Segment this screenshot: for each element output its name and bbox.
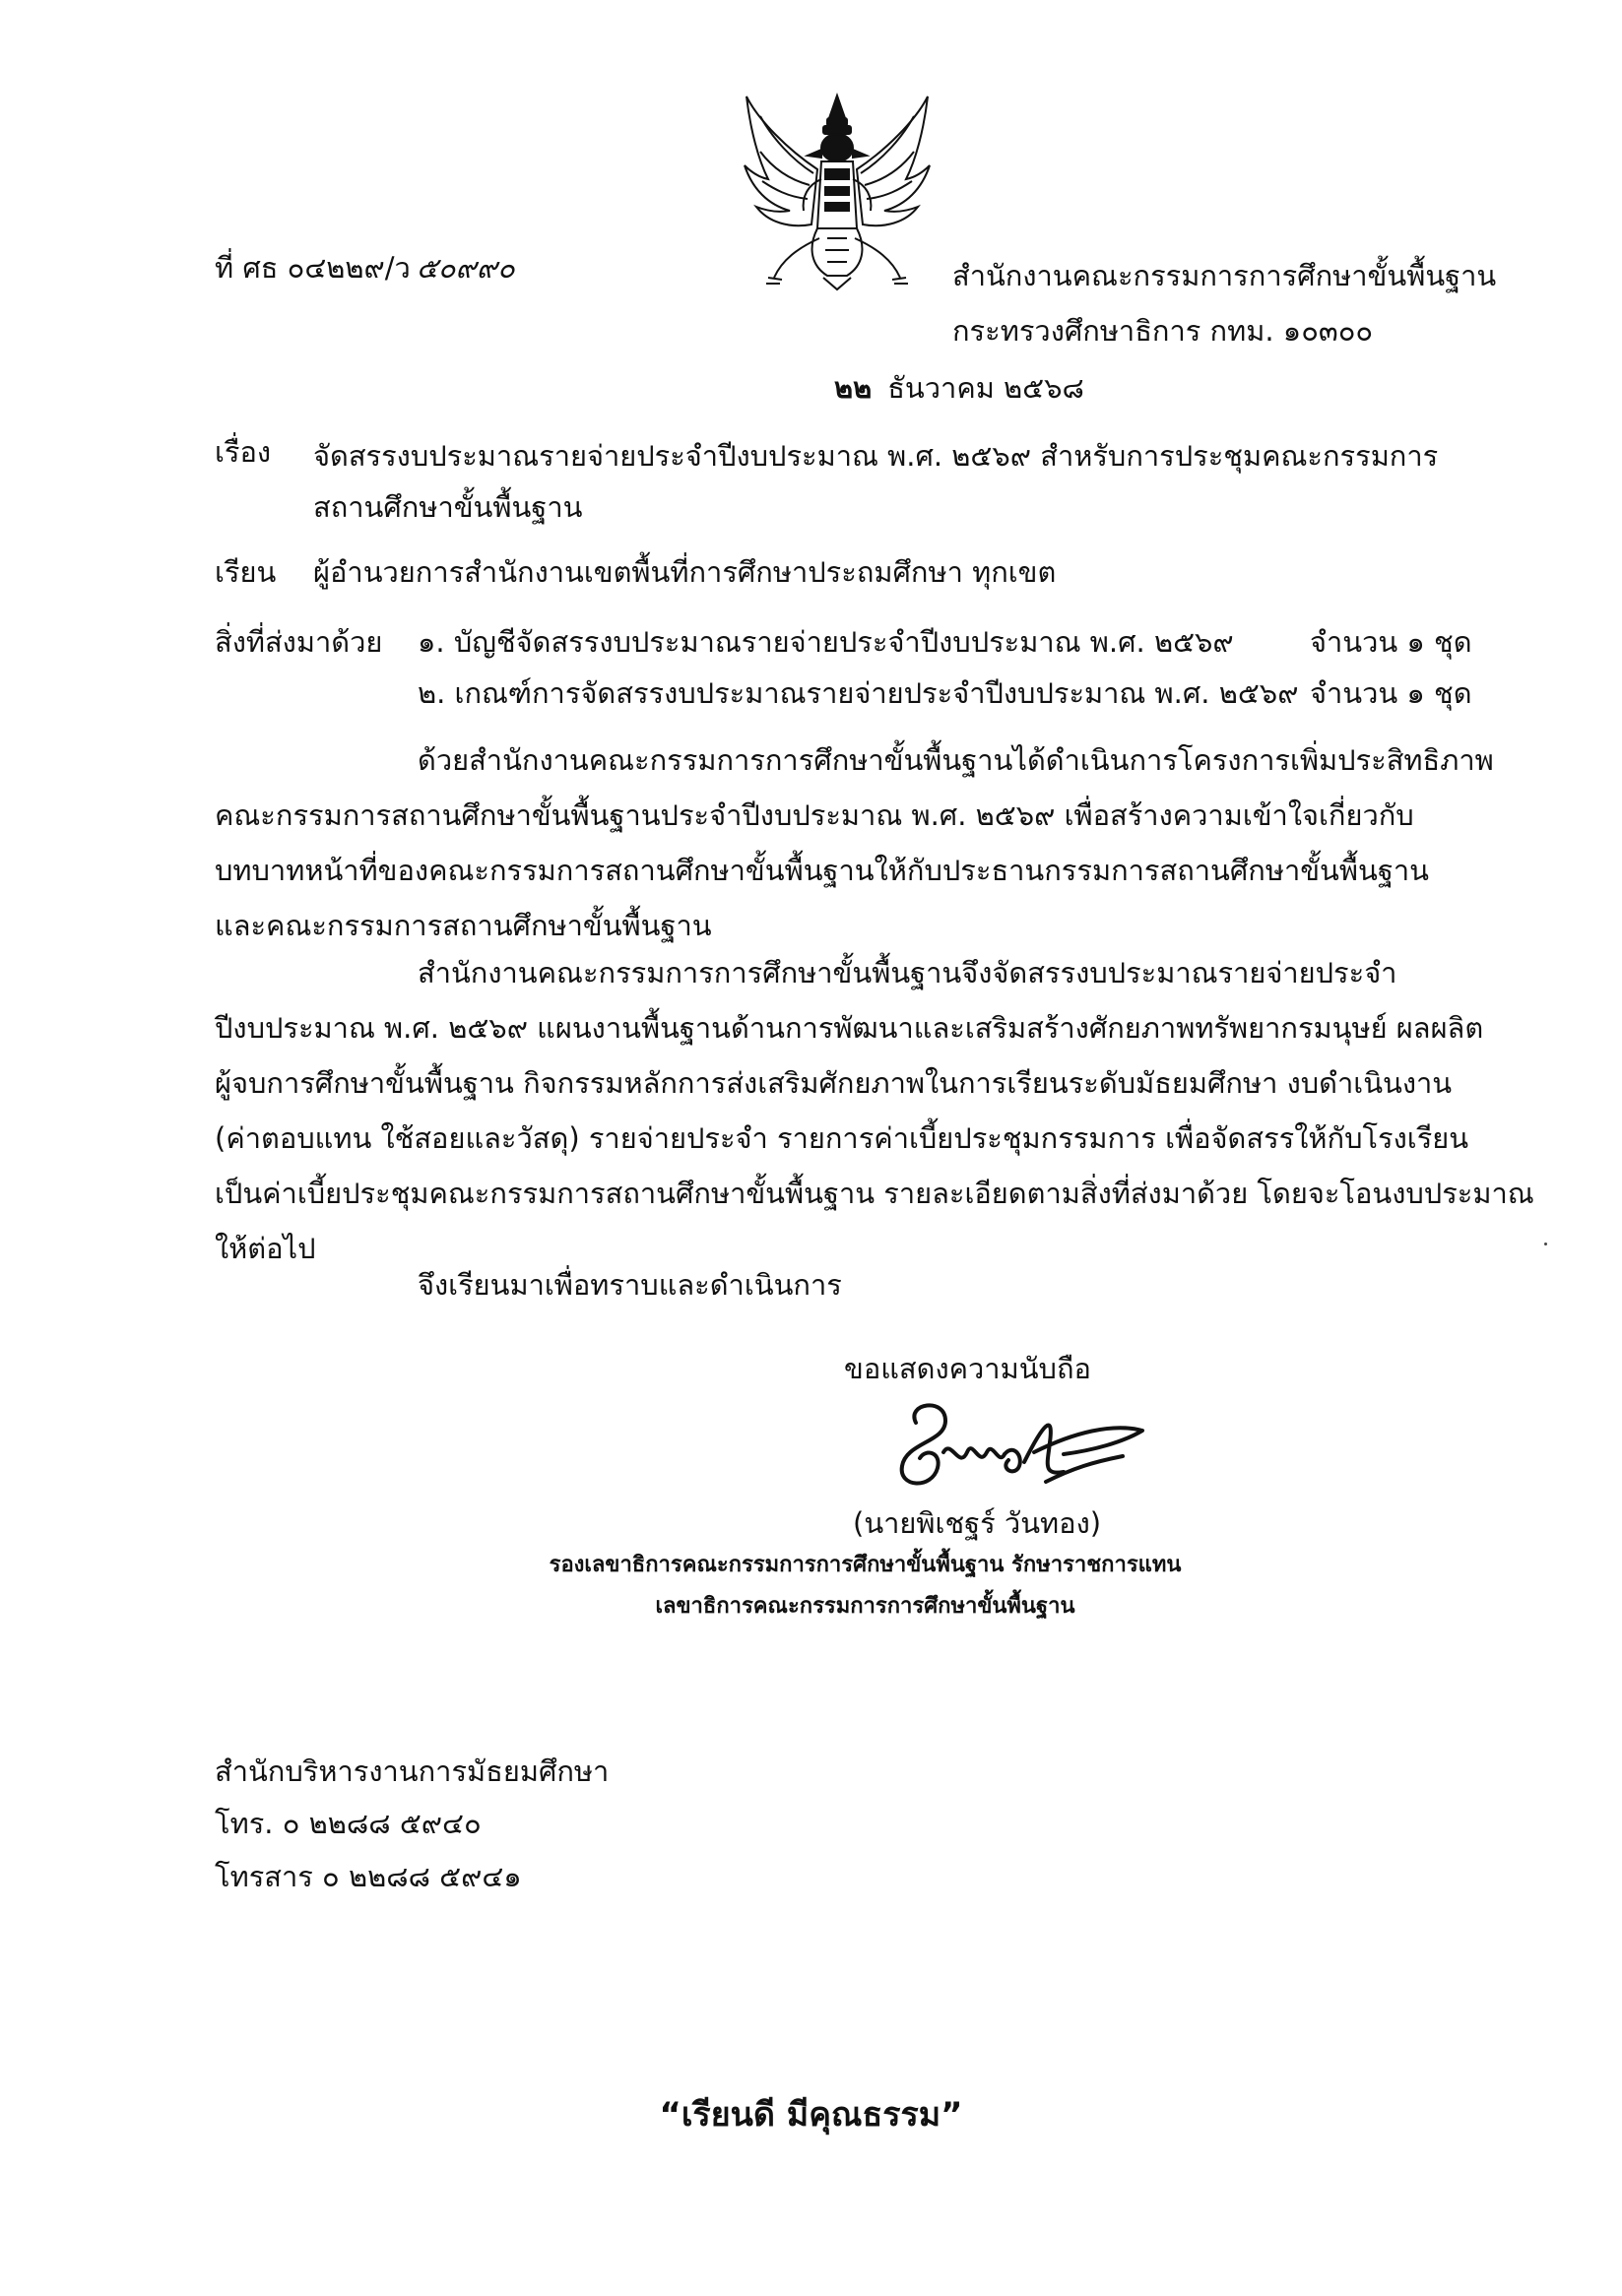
recipient-text: ผู้อำนวยการสำนักงานเขตพื้นที่การศึกษาประถมศึกษา ทุกเขต: [313, 555, 1057, 589]
paragraph-2-line: เป็นค่าเบี้ยประชุมคณะกรรมการสถานศึกษาขั้นพื้นฐาน รายละเอียดตามสิ่งที่ส่งมาด้วย โดยจะโอนงบประมาณ: [215, 1177, 1534, 1210]
body-paragraph-2: [215, 945, 1534, 1276]
issuer-address: [952, 248, 1496, 358]
enclosure-item-2: ๒. เกณฑ์การจัดสรรงบประมาณรายจ่ายประจำปีงบประมาณ พ.ศ. ๒๕๖๙: [418, 676, 1299, 710]
date-month-year: ธันวาคม ๒๕๖๘: [887, 371, 1084, 405]
handwritten-signature-icon: [876, 1393, 1152, 1501]
paragraph-1-line: ด้วยสำนักงานคณะกรรมการการศึกษาขั้นพื้นฐานได้ดำเนินการโครงการเพิ่มประสิทธิภาพ: [418, 743, 1494, 777]
paragraph-2-line: สำนักงานคณะกรรมการการศึกษาขั้นพื้นฐานจึงจัดสรรงบประมาณรายจ่ายประจำ: [418, 956, 1397, 989]
document-number-handwritten: ๕๐๙๙๐: [416, 251, 515, 285]
paragraph-1-line: และคณะกรรมการสถานศึกษาขั้นพื้นฐาน: [215, 909, 712, 942]
footer-phone: โทร. ๐ ๒๒๘๘ ๕๙๔๐: [215, 1807, 482, 1840]
garuda-emblem-icon: [739, 91, 936, 292]
subject-line-1: จัดสรรงบประมาณรายจ่ายประจำปีงบประมาณ พ.ศ. ๒๕๖๙ สำหรับการประชุมคณะกรรมการ: [313, 439, 1439, 473]
enclosures-label: สิ่งที่ส่งมาด้วย: [215, 625, 383, 659]
signer-title-line-1: รองเลขาธิการคณะกรรมการการศึกษาขั้นพื้นฐาน รักษาราชการแทน: [549, 1553, 1182, 1577]
body-paragraph-1: [215, 733, 1494, 953]
issuer-ministry: กระทรวงศึกษาธิการ กทม. ๑๐๓๐๐: [952, 314, 1374, 348]
footer-fax: โทรสาร ๐ ๒๒๘๘ ๕๙๔๑: [215, 1860, 522, 1893]
enclosure-count-1: จำนวน ๑ ชุด: [1310, 625, 1472, 659]
paragraph-1-line: บทบาทหน้าที่ของคณะกรรมการสถานศึกษาขั้นพื้นฐานให้กับประธานกรรมการสถานศึกษาขั้นพื้นฐาน: [215, 854, 1429, 887]
paragraph-2-line: ปีงบประมาณ พ.ศ. ๒๕๖๙ แผนงานพื้นฐานด้านการพัฒนาและเสริมสร้างศักยภาพทรัพยากรมนุษย์ ผลผลิต: [215, 1011, 1484, 1045]
document-number: [215, 246, 515, 289]
paragraph-2-line: (ค่าตอบแทน ใช้สอยและวัสดุ) รายจ่ายประจำ รายการค่าเบี้ยประชุมกรรมการ เพื่อจัดสรรให้กับโรงเรียน: [215, 1121, 1469, 1155]
paragraph-2-line: ให้ต่อไป: [215, 1232, 316, 1265]
signer-title-line-2: เลขาธิการคณะกรรมการการศึกษาขั้นพื้นฐาน: [655, 1594, 1075, 1619]
paragraph-1-line: คณะกรรมการสถานศึกษาขั้นพื้นฐานประจำปีงบประมาณ พ.ศ. ๒๕๖๙ เพื่อสร้างความเข้าใจเกี่ยวกับ: [215, 798, 1414, 832]
regards-text: ขอแสดงความนับถือ: [844, 1352, 1091, 1385]
paragraph-2-line: ผู้จบการศึกษาขั้นพื้นฐาน กิจกรรมหลักการส่งเสริมศักยภาพในการเรียนระดับมัธยมศึกษา งบดำเนินงาน: [215, 1066, 1453, 1100]
enclosure-count-2: จำนวน ๑ ชุด: [1310, 676, 1472, 710]
signer-name: (นายพิเชฐร์ วันทอง): [853, 1506, 1102, 1540]
subject-text: [313, 430, 1475, 533]
motto: “เรียนดี มีคุณธรรม”: [659, 2095, 963, 2135]
closing-sentence: จึงเรียนมาเพื่อทราบและดำเนินการ: [418, 1268, 842, 1302]
document-number-prefix: ที่ ศธ ๐๔๒๒๙/ว: [215, 251, 411, 285]
footer-office: สำนักบริหารงานการมัธยมศึกษา: [215, 1754, 610, 1788]
document-date: [834, 366, 1084, 410]
recipient-label: เรียน: [215, 555, 277, 589]
scan-speck: [1544, 1243, 1547, 1245]
date-day: ๒๒: [834, 371, 873, 405]
subject-label: เรื่อง: [215, 435, 272, 469]
subject-line-2: สถานศึกษาขั้นพื้นฐาน: [313, 490, 583, 524]
enclosure-item-1: ๑. บัญชีจัดสรรงบประมาณรายจ่ายประจำปีงบประมาณ พ.ศ. ๒๕๖๙: [418, 625, 1234, 659]
issuer-office: สำนักงานคณะกรรมการการศึกษาขั้นพื้นฐาน: [952, 259, 1497, 292]
